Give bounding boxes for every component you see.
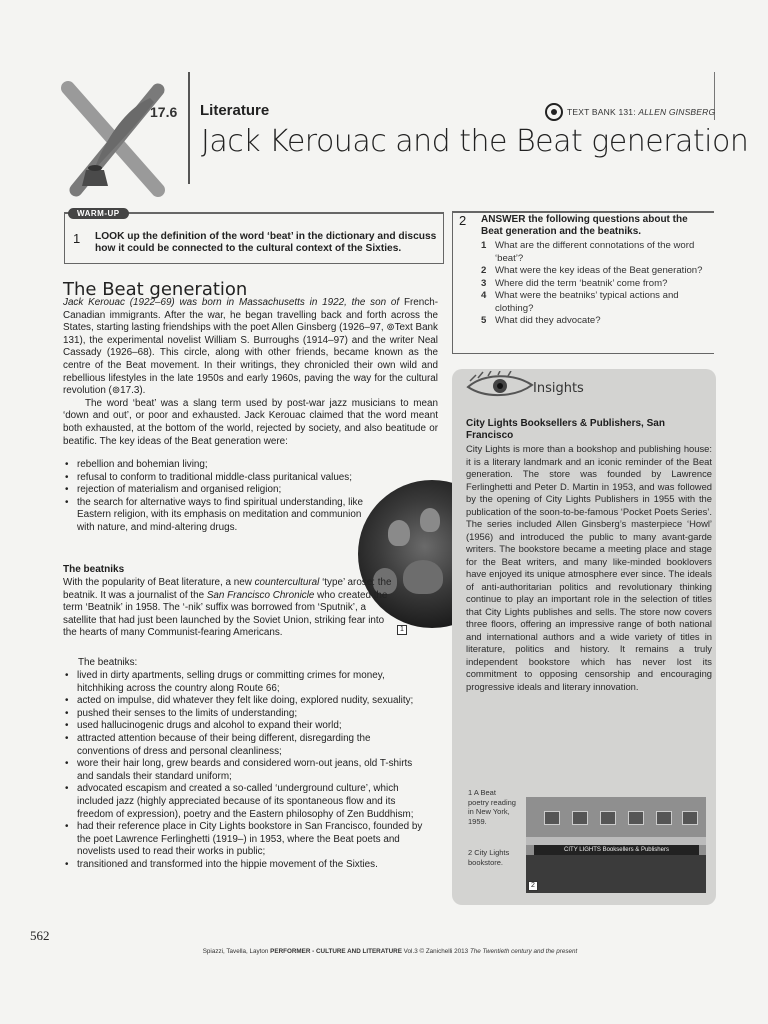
quill-and-inkwell-logo [58,78,176,200]
beatniks-intro [63,577,393,640]
beatniks-item: • lived in dirty apartments, selling drugs or committing crimes for money, hitchhiking across the country along Route 66; [63,670,423,695]
warmup-text: up the definition of the word ‘beat’ in the dictionary and discuss how it could be connected to the cultural context of the Sixties. [95,231,437,254]
photo-caption-1: 1 A Beat poetry reading in New York, 1959. [468,788,516,826]
beatniks-item: • used hallucinogenic drugs and alcohol to expand their world; [63,720,423,733]
beat-generation-heading: The Beat generation [63,279,248,300]
key-idea-item: • refusal to conform to traditional middle-class puritanical values; [63,472,373,485]
question-number: 3 [481,277,487,289]
city-lights-bookstore-photo [526,797,706,893]
question-text: What are the different connotations of the word ‘beat’? [495,240,695,264]
text-bank-name: ALLEN GINSBERG [638,107,716,117]
answer-text: the following questions about the Beat generation and the beatniks. [481,214,688,237]
beatniks-text-c: who created the term ‘Beatnik’ in 1958. The ‘-nik’ suffix was borrowed from ‘Sputnik’, a satellite that had just been launched by the Soviet Union, striking fear into the hearts of many Communist-fearing Americans. [63,589,388,639]
question-number: 4 [481,290,487,301]
answer-number: 2 [459,213,467,228]
photo-caption-2: 2 City Lights bookstore. [468,848,510,867]
beatniks-item: • wore their hair long, grew beards and considered worn-out jeans, old T-shirts and sandals their standard uniform; [63,758,423,783]
beatniks-item: • attracted attention because of their being different, disregarding the conventions of dress and personal cleanliness; [63,733,423,758]
text-bank-reference[interactable] [567,107,715,117]
store-sign: CITY LIGHTS Booksellers & Publishers [534,845,699,855]
header-divider [188,72,190,184]
question-item [481,240,711,265]
beatniks-item: • acted on impulse, did whatever they felt like doing, explored nudity, sexuality; [63,695,423,708]
question-text: What were the beatniks’ typical actions and clothing? [495,290,679,314]
insights-body: City Lights is more than a bookshop and publishing house: it is a literary landmark and an iconic reminder of the Beat generation. The store was founded by Lawrence Ferlinghetti and Peter D. Martin in 1953, and was followed by the opening of City Lights Publishers in 1955 with the publication of the soon-to-be-famous ‘Pocket Poets Series’. The series included Allen Ginsberg’s masterpiece ‘Howl’ (1956) and introduced the public to many avant-garde writers. The bookstore became a meeting place and stage for the Beat writers, and many like-minded booklovers have enjoyed its unique atmosphere ever since. The ideals of anti-authoritarian politics and revolutionary thinking continue to play an important role in the selection of titles that City Lights publishes and sells. The store now covers three floors, offering an impressive range of both national and international authors and a wide variety of titles in literature, politics and history. It remains a truly independent bookstore which has never lost its commitment to opposing censorship and encouraging progressive ideals and literary innovation. [466,443,712,692]
intro-rest: French-Canadian immigrants. After the war, he began travelling back and forth across the States, starting lasting friendships with the poet Allen Ginsberg (1926–97, ⊚Text Bank 131), the experimental novelist William S. Burroughs (1914–97) and the writer Neal Cassady (1926–68). This circle, along with other friends, became known as the centre of the Beat movement. In their writings, they chronicled their own wild and rebellious lifestyles in the late 1950s and early 1960s, paving the way for the cultural revolution (⊚17.3). [63,297,438,397]
question-list [481,240,711,328]
beatniks-italic-countercultural: countercultural [254,577,320,588]
question-item [481,290,711,315]
question-number: 1 [481,240,487,251]
page-number: 562 [30,928,50,943]
insights-heading: City Lights Booksellers & Publishers, San Francisco [466,418,665,441]
photo-number-tag: 1 [397,625,407,635]
key-ideas-list [63,459,373,535]
warmup-number: 1 [73,231,81,246]
beat-generation-intro [63,297,438,448]
beatniks-item: • had their reference place in City Lights bookstore in San Francisco, founded by the poet Lawrence Ferlinghetti (1919–) in 1953, where the Beat poets and novelists used to read their works in public; [63,821,423,859]
question-text: What were the key ideas of the Beat generation? [495,265,703,276]
question-item [481,315,711,328]
text-bank-icon [545,103,563,121]
footer-volume-title: The Twentieth century and the present [469,948,578,955]
question-text: Where did the term ‘beatnik’ come from? [495,277,668,289]
beatniks-item: • pushed their senses to the limits of understanding; [63,708,423,721]
beatniks-item: • advocated escapism and created a so-called ‘underground culture’, which included jazz (highly appreciated because of its spontaneous flow and its freedom of expression), poetry and the Eastern philosophy of Zen Buddhism; [63,783,423,821]
insights-title: Insights [533,381,584,396]
key-idea-item: • rejection of materialism and organised religion; [63,484,373,497]
key-idea-item: • the search for alternative ways to find spiritual understanding, like Eastern religion, with its emphasis on meditation and communion with nature, and mind-altering drugs. [63,497,373,535]
question-number: 2 [481,265,487,276]
page-title: Jack Kerouac and the Beat generation [201,124,749,159]
question-number: 5 [481,315,487,326]
question-item [481,278,711,291]
beatniks-list [63,670,423,872]
beatniks-text-b: ‘type’ arose: the beatnik. It was a journalist of the [63,577,392,601]
store-photo-tag: 2 [528,881,538,891]
warmup-instruction [95,231,440,255]
eye-icon [466,371,536,399]
question-text: What did they advocate? [495,315,601,326]
intro-italic: Jack Kerouac (1922–69) was born in Massachusetts in 1922, the son of [63,297,400,308]
beatniks-heading: The beatniks [63,564,125,575]
footer-credit [160,948,620,955]
footer-book: PERFORMER - CULTURE AND LITERATURE [270,948,402,955]
beat-word-paragraph: The word ‘beat’ was a slang term used by post-war jazz musicians to mean ‘down and out’, or poor and exhausted. Jack Kerouac claimed that the word meant both exhausted, at the bottom of the world, rejected by society, and also beatitude or beatific. The key ideas of the Beat generation were: [63,397,438,447]
footer-authors: Spiazzi, Tavella, Layton [202,948,271,955]
answer-instruction [481,214,706,238]
footer-publisher: Vol.3 © Zanichelli 2013 [401,948,470,955]
warmup-badge: WARM-UP [68,208,129,219]
beatniks-text-a: With the popularity of Beat literature, a new [63,577,255,588]
warmup-keyword: LOOK [95,231,125,242]
text-bank-label: TEXT BANK 131: [567,107,636,117]
newspaper-name: San Francisco Chronicle [206,589,315,601]
question-item [481,265,711,278]
beatniks-item: • transitioned and transformed into the hippie movement of the Sixties. [63,859,423,872]
answer-keyword: ANSWER [481,214,526,225]
section-label: Literature [200,102,270,119]
beatniks-lead: The beatniks: [78,657,138,668]
unit-number: 17.6 [150,104,178,120]
key-idea-item: • rebellion and bohemian living; [63,459,373,472]
